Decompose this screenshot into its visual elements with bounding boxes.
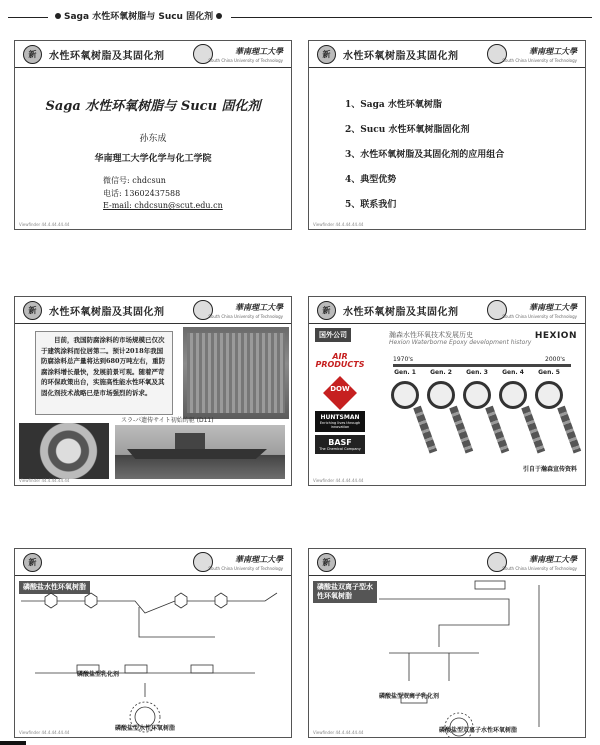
university-name: 華南理工大學 [529, 46, 577, 56]
magnifier-handle [521, 406, 545, 454]
slide-section-label: 磷酸盐水性环氧树脂 [19, 581, 90, 594]
generation-label: Gen. 3 [466, 369, 488, 376]
resin-caption: 磷酸盐型水性环氧树脂 [115, 725, 176, 732]
epoxy-block [475, 581, 505, 589]
slide-footer: Viewfinder 44.4.44.44.44 [313, 222, 364, 227]
machinery-photo [19, 423, 109, 479]
generation-label: Gen. 2 [430, 369, 452, 376]
timeline-arrow [393, 364, 571, 367]
generation-label: Gen. 1 [394, 369, 416, 376]
magnifier-icon [499, 381, 527, 409]
history-source-caption: 引自于瀚森宣传资料 [522, 466, 577, 473]
magnifier-handle [485, 406, 509, 454]
university-name: 華南理工大學 [235, 554, 283, 564]
ionic-resin-structure [309, 577, 586, 737]
reaction-scheme-lines [379, 599, 509, 647]
dow-logo-text: DOW [330, 385, 350, 393]
emulsifier-caption: 磷酸盐型双离子乳化剂 [379, 693, 440, 700]
timeline-start-year: 1970's [393, 356, 414, 363]
contact-block [103, 175, 223, 213]
author-affiliation: 华南理工大学化学与化工学院 [94, 154, 212, 164]
page-corner-mark [0, 741, 26, 745]
generation-label: Gen. 5 [538, 369, 560, 376]
benzene-ring [85, 593, 97, 608]
header-title: Saga 水性环氧树脂与 Sucu 固化剂 [64, 12, 214, 22]
university-name-en: South China University of Technology [208, 314, 283, 319]
course-logo-icon: 新 [317, 45, 336, 64]
history-chart-subtitle: Hexion Waterborne Epoxy development history [389, 339, 532, 346]
toc-item: 5、联系我们 [345, 200, 397, 210]
slide-series-title: 水性环氧树脂及其固化剂 [343, 307, 459, 318]
magnifier-icon [427, 381, 455, 409]
photo-caption: スラ-パ遗传サイト初始的驱 (D11) [121, 417, 214, 424]
shipping-container-photo [183, 327, 289, 419]
slide-header [15, 41, 291, 68]
link-bond [409, 653, 449, 681]
university-name-en: South China University of Technology [502, 566, 577, 571]
course-logo-icon: 新 [317, 301, 336, 320]
toc-list [345, 93, 504, 218]
magnifier-handle [557, 406, 581, 454]
intl-companies-label: 国外公司 [315, 328, 351, 342]
slide-market [14, 296, 292, 486]
slide-phosphate-resin [14, 548, 292, 738]
university-name: 華南理工大學 [529, 302, 577, 312]
course-logo-icon: 新 [23, 301, 42, 320]
magnifier-icon [535, 381, 563, 409]
emulsifier-caption: 磷酸盐型乳化剂 [77, 671, 120, 678]
slide-series-title: 水性环氧树脂及其固化剂 [49, 307, 165, 318]
ship-tower [175, 433, 205, 451]
slide-footer: Viewfinder 44.4.44.44.44 [19, 222, 70, 227]
phosphate-resin-structure [15, 577, 292, 737]
page-header [8, 10, 592, 26]
slide-footer: Viewfinder 44.4.44.44.44 [313, 478, 364, 483]
university-name-en: South China University of Technology [208, 566, 283, 571]
slide-title [14, 40, 292, 230]
generation-label: Gen. 4 [502, 369, 524, 376]
market-text-box: 目前，我国防腐涂料的市场规模已仅次于建筑涂料而位居第二。预计2018年我国防腐涂料总产量将达到680万吨左右，重防腐涂料增长最快，发展前景可观。随着严苛的环保政策出台，实施高性能水性环氧及其固化剂技术战略已是市场强烈的诉求。 [35, 331, 173, 415]
slide-header [15, 297, 291, 324]
slide-history [308, 296, 586, 486]
benzene-ring [175, 593, 187, 608]
toc-item: 2、Sucu 水性环氧树脂固化剂 [345, 125, 470, 135]
toc-item: 4、典型优势 [345, 175, 397, 185]
course-logo-icon: 新 [23, 553, 42, 572]
benzene-ring [215, 593, 227, 608]
hexion-logo: HEXION [534, 331, 577, 341]
basf-logo [315, 435, 365, 454]
huntsman-tagline: Enriching lives through innovation [319, 421, 361, 429]
university-name: 華南理工大學 [529, 554, 577, 564]
timeline-end-year: 2000's [545, 356, 566, 363]
slide-header [309, 297, 585, 324]
epoxy-block [125, 665, 147, 673]
slide-footer: Viewfinder 44.4.44.44.44 [313, 730, 364, 735]
slide-series-title: 水性环氧树脂及其固化剂 [343, 51, 459, 62]
university-name: 華南理工大學 [235, 46, 283, 56]
university-name-en: South China University of Technology [208, 58, 283, 63]
huntsman-logo [315, 411, 365, 432]
toc-item: 3、水性环氧树脂及其固化剂的应用组合 [345, 150, 505, 160]
university-name-en: South China University of Technology [502, 314, 577, 319]
course-logo-icon: 新 [23, 45, 42, 64]
header-title-wrap [48, 10, 231, 25]
dow-logo [315, 381, 365, 413]
magnifier-icon [391, 381, 419, 409]
air-products-logo: AIR PRODUCTS [315, 352, 365, 369]
magnifier-handle [449, 406, 473, 454]
history-chart-title: 瀚森水性环氧技术发展历史 [389, 331, 473, 339]
slide-ionic-resin [308, 548, 586, 738]
contact-wechat: 微信号: chdcsun [103, 176, 166, 185]
slide-header [309, 41, 585, 68]
bullet-dot-icon [55, 13, 61, 19]
course-logo-icon: 新 [317, 553, 336, 572]
slide-header [309, 549, 585, 576]
bullet-dot-icon [216, 13, 222, 19]
epoxy-block [191, 665, 213, 673]
basf-logo-text: BASF [328, 438, 352, 447]
toc-item: 1、Saga 水性环氧树脂 [345, 100, 442, 110]
ship-hull [127, 449, 267, 459]
slide-footer: Viewfinder 44.4.44.44.44 [19, 478, 70, 483]
university-name: 華南理工大學 [235, 302, 283, 312]
resin-caption: 磷酸盐型双离子水性环氧树脂 [439, 727, 518, 734]
presentation-title: Saga 水性环氧树脂与 Sucu 固化剂 [45, 99, 261, 114]
basf-tagline: The Chemical Company [319, 447, 361, 451]
slide-toc [308, 40, 586, 230]
warship-photo [115, 425, 285, 479]
magnifier-handle [413, 406, 437, 454]
contact-phone: 电话: 13602437588 [103, 188, 181, 198]
polymer-backbone [21, 593, 277, 613]
author-name: 孙东成 [139, 134, 167, 144]
benzene-ring [45, 593, 57, 608]
container-ribs [187, 333, 285, 413]
university-name-en: South China University of Technology [502, 58, 577, 63]
huntsman-logo-text: HUNTSMAN [320, 414, 360, 421]
slide-series-title: 水性环氧树脂及其固化剂 [49, 51, 165, 62]
slide-header [15, 549, 291, 576]
side-chain [139, 607, 215, 637]
dow-diamond-icon [323, 376, 357, 410]
magnifier-icon [463, 381, 491, 409]
slide-section-label: 磷酸盐双离子型水性环氧树脂 [313, 581, 377, 603]
slide-footer: Viewfinder 44.4.44.44.44 [19, 730, 70, 735]
contact-email: E-mail: chdcsun@scut.edu.cn [103, 201, 223, 210]
